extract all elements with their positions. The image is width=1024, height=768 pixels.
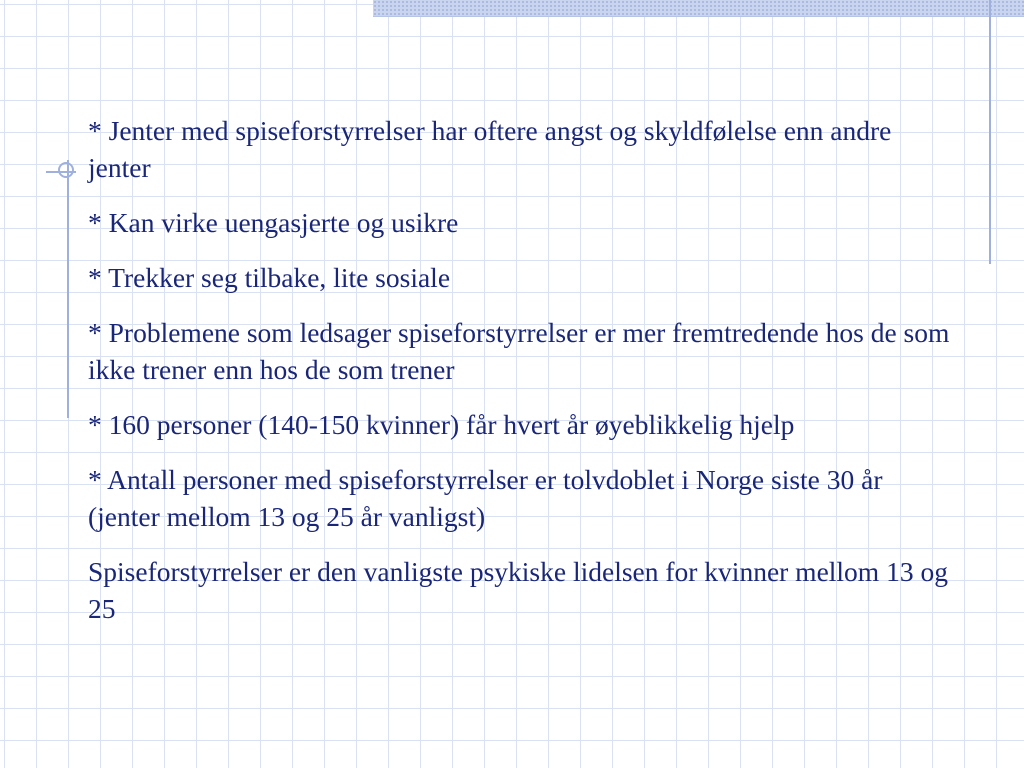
header-band [373, 0, 1024, 16]
bullet-paragraph: * 160 personer (140-150 kvinner) får hvert år øyeblikkelig hjelp [88, 409, 795, 440]
crosshair-ring-icon [58, 162, 74, 178]
slide-body-text [88, 112, 958, 645]
bullet-paragraph: * Kan virke uengasjerte og usikre [88, 207, 459, 238]
bullet-paragraph: * Antall personer med spiseforstyrrelser er tolvdoblet i Norge siste 30 år (jenter mellom 13 og 25 år vanligst) [88, 464, 883, 532]
header-band-rule [373, 16, 1024, 17]
bullet-paragraph: * Jenter med spiseforstyrrelser har oftere angst og skyldfølelse enn andre jenter [88, 115, 892, 183]
left-accent-line [67, 160, 69, 418]
bullet-paragraph: * Trekker seg tilbake, lite sosiale [88, 262, 451, 293]
summary-paragraph: Spiseforstyrrelser er den vanligste psykiske lidelsen for kvinner mellom 13 og 25 [88, 556, 948, 624]
right-accent-line [989, 0, 991, 264]
bullet-paragraph: * Problemene som ledsager spiseforstyrrelser er mer fremtredende hos de som ikke trener enn hos de som trener [88, 317, 950, 385]
